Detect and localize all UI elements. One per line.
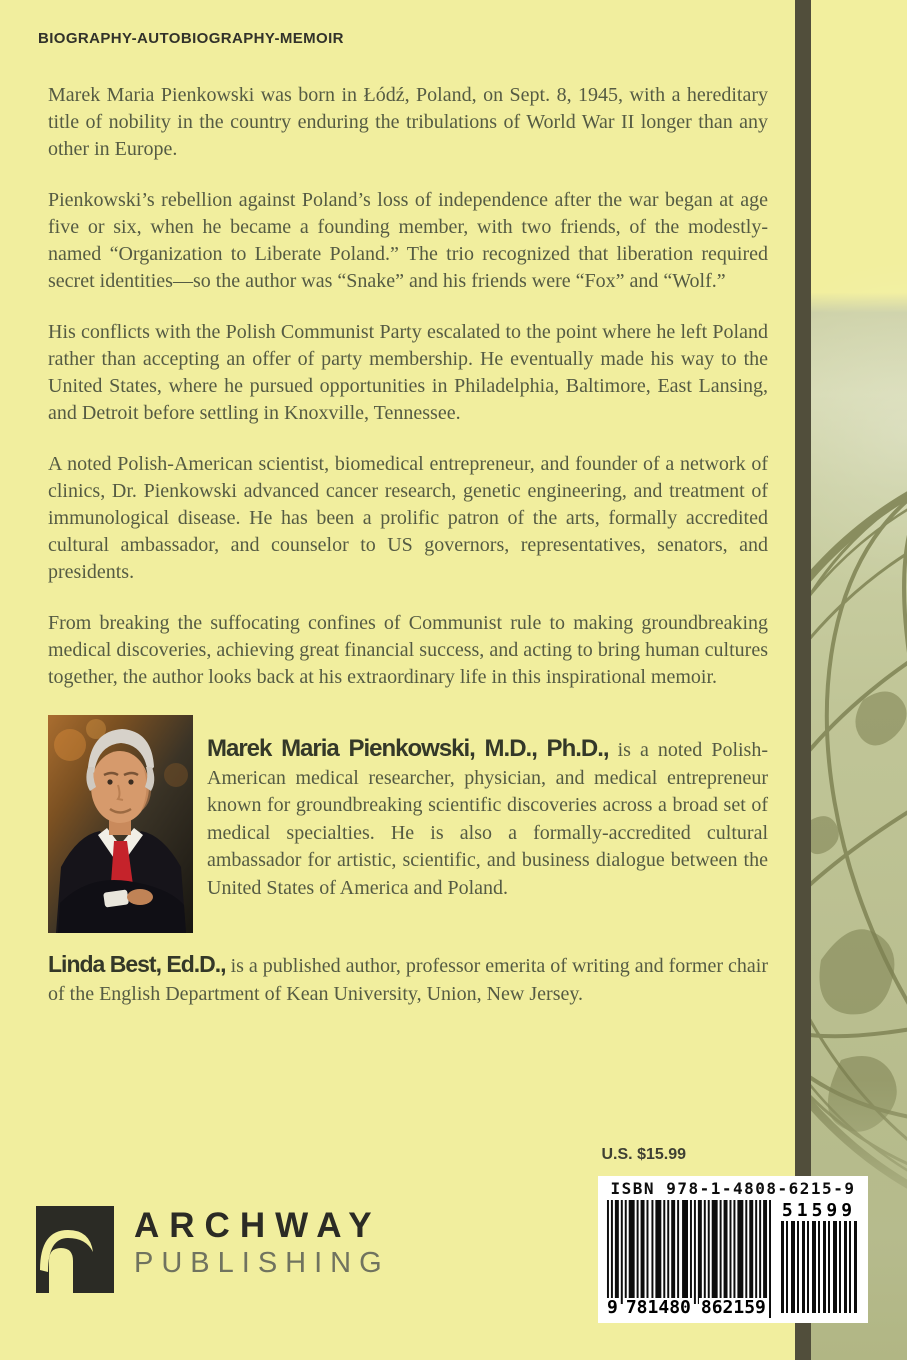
author-photo [48,715,193,933]
synopsis-paragraph: From breaking the suffocating confines of Communist rule to making groundbreaking medical discoveries, achieving great financial success, and acting to bring human cultures together, the author looks back at his extraordinary life in this inspirational memoir. [48,612,768,688]
barcode-digits [605,1298,771,1318]
publisher-name: ARCHWAY [134,1206,382,1245]
archway-logo-icon [36,1206,114,1293]
synopsis-column [48,82,768,1028]
synopsis-paragraph: Pienkowski’s rebellion against Poland’s loss of independence after the war began at age five or six, when he became a founding member, with two friends, of the modestly-named “Organization to Liberate Poland.” The trio recognized that liberation required secret identities—so the author was “Snake” and his friends were “Fox” and “Wolf.” [48,189,768,292]
spine-stripe [795,0,811,1360]
globe-graphic [811,0,907,1360]
synopsis-paragraph: A noted Polish-American scientist, biomedical entrepreneur, and founder of a network of clinics, Dr. Pienkowski advanced cancer research, genetic engineering, and treatment of immunological disease. He has been a prolific patron of the arts, formally accredited cultural ambassador, and counselor to US governors, representatives, senators, and presidents. [48,453,768,583]
synopsis-paragraph: Marek Maria Pienkowski was born in Łódź, Poland, on Sept. 8, 1945, with a hereditary title of nobility in the country enduring the tribulations of World War II longer than any other in Europe. [48,84,768,160]
addon-number: 51599 [781,1200,857,1221]
publisher-type: PUBLISHING [134,1246,390,1279]
addon-bars [779,1221,859,1313]
author-bio-section [48,715,768,933]
category-label: BIOGRAPHY-AUTOBIOGRAPHY-MEMOIR [38,30,344,47]
barcode-digit-group: 781480 [625,1297,691,1318]
author-bio-paragraph [207,735,768,913]
barcode-digit-group: 862159 [700,1297,766,1318]
author-name: Marek Maria Pienkowski, M.D., Ph.D., [207,735,609,762]
coauthor-bio-paragraph [48,951,768,1008]
barcode-block [598,1176,868,1323]
publisher-name-block [134,1206,390,1293]
synopsis-paragraph: His conflicts with the Polish Communist Party escalated to the point where he left Poland rather than accepting an offer of party membership. He eventually made his way to the United States, where he pursued opportunities in Philadelphia, Baltimore, East Lansing, and Detroit before settling in Knoxville, Tennessee. [48,321,768,424]
cover-right-band [811,0,907,1360]
barcode-bars [605,1200,771,1318]
publisher-logo [36,1206,390,1293]
coauthor-name: Linda Best, Ed.D., [48,951,226,977]
barcode-digit-group: 9 [607,1297,618,1318]
coauthor-bio-text: is a published author, professor emerita of writing and former chair of the English Department of Kean University, Union, New Jersey. [48,955,768,1005]
barcode-addon [777,1200,861,1318]
price-label: U.S. $15.99 [601,1146,686,1163]
author-bio-text: is a noted Polish-American medical researcher, physician, and medical entrepreneur known for groundbreaking scientific discoveries across a broad set of medical specialties. He is also a formally-accredited cultural ambassador for artistic, scientific, and business dialogue between the United States of America and Poland. [207,739,768,899]
isbn-label: ISBN 978-1-4808-6215-9 [610,1179,856,1198]
